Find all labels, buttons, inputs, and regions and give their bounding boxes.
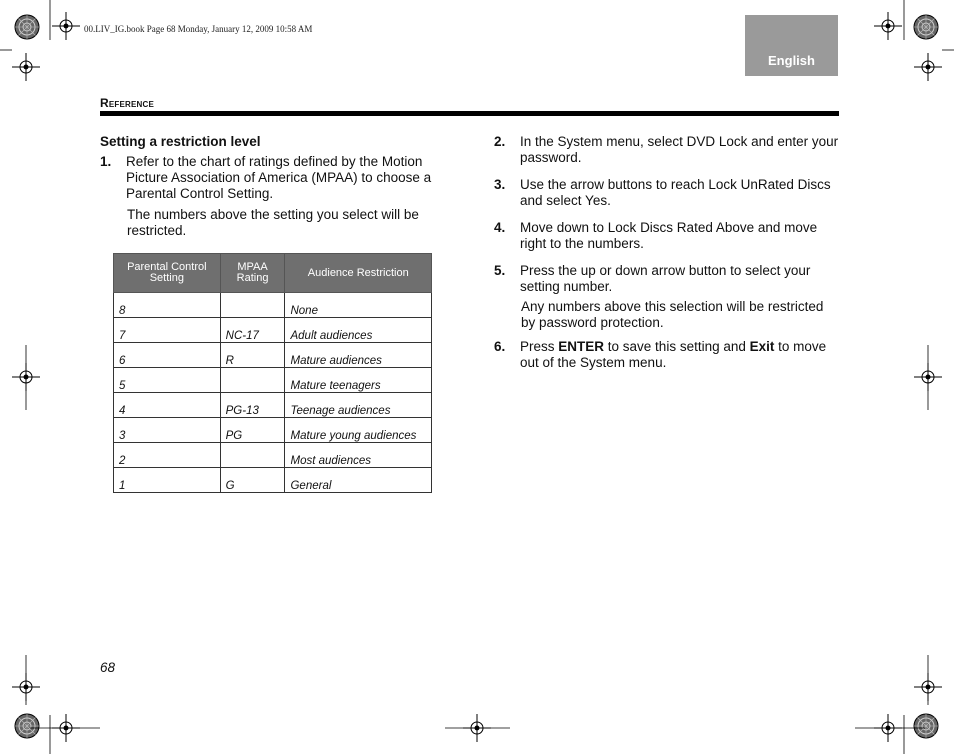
table-cell: 2 xyxy=(114,443,221,468)
table-row xyxy=(114,343,432,368)
step-6 xyxy=(494,339,839,371)
section-rule xyxy=(100,111,839,116)
registration-mark-icon xyxy=(12,363,40,391)
step-number: 3. xyxy=(494,177,506,192)
table-cell: 7 xyxy=(114,318,221,343)
step-text: Refer to the chart of ratings defined by the Motion Picture Association of America (MPAA) to choose a Parental Control Setting. xyxy=(126,154,432,201)
step-text: Use the arrow buttons to reach Lock UnRated Discs and select Yes. xyxy=(520,177,831,208)
step-number: 1. xyxy=(100,154,112,169)
table-cell: 3 xyxy=(114,418,221,443)
table-cell xyxy=(220,293,285,318)
left-column xyxy=(100,134,450,253)
registration-mark-icon xyxy=(914,53,942,81)
rosette-mark-icon xyxy=(15,15,39,39)
table-row xyxy=(114,443,432,468)
ratings-table xyxy=(113,253,432,493)
table-row xyxy=(114,468,432,493)
table-cell: Mature teenagers xyxy=(285,368,432,393)
table-cell: 8 xyxy=(114,293,221,318)
step-5 xyxy=(494,263,839,295)
registration-mark-icon xyxy=(12,53,40,81)
section-title: Reference xyxy=(100,96,155,110)
table-cell: 4 xyxy=(114,393,221,418)
step-text: Press the up or down arrow button to select your setting number. xyxy=(520,263,811,294)
table-cell xyxy=(220,368,285,393)
table-row xyxy=(114,293,432,318)
rosette-mark-icon xyxy=(15,714,39,738)
table-cell: 1 xyxy=(114,468,221,493)
registration-mark-icon xyxy=(914,363,942,391)
step-3 xyxy=(494,177,839,209)
table-cell xyxy=(220,443,285,468)
table-header: Parental Control Setting xyxy=(114,254,221,293)
print-info: 00.LIV_IG.book Page 68 Monday, January 12, 2009 10:58 AM xyxy=(84,24,313,34)
table-cell: General xyxy=(285,468,432,493)
step-note: Any numbers above this selection will be restricted by password protection. xyxy=(521,299,824,330)
table-cell: Teenage audiences xyxy=(285,393,432,418)
step-number: 6. xyxy=(494,339,506,354)
step-text: Move down to Lock Discs Rated Above and move right to the numbers. xyxy=(520,220,818,251)
table-cell: Adult audiences xyxy=(285,318,432,343)
registration-mark-icon xyxy=(52,714,80,742)
table-header-row xyxy=(114,254,432,293)
step-text: In the System menu, select DVD Lock and enter your password. xyxy=(520,134,839,165)
rosette-mark-icon xyxy=(914,714,938,738)
step-note: The numbers above the setting you select will be restricted. xyxy=(127,207,419,238)
table-row xyxy=(114,318,432,343)
language-label: English xyxy=(768,53,815,68)
language-tab xyxy=(745,15,838,76)
table-cell: PG-13 xyxy=(220,393,285,418)
table-cell: Mature young audiences xyxy=(285,418,432,443)
table-cell: G xyxy=(220,468,285,493)
table-header: MPAA Rating xyxy=(220,254,285,293)
registration-mark-icon xyxy=(52,12,80,40)
key-exit: Exit xyxy=(749,339,775,354)
table-cell: 5 xyxy=(114,368,221,393)
subheading: Setting a restriction level xyxy=(100,134,261,149)
table-cell: 6 xyxy=(114,343,221,368)
step-number: 4. xyxy=(494,220,506,235)
table-cell: R xyxy=(220,343,285,368)
text-run: Press xyxy=(520,339,559,354)
step-text xyxy=(520,339,826,370)
step-4 xyxy=(494,220,839,252)
registration-mark-icon xyxy=(914,673,942,701)
step-number: 2. xyxy=(494,134,506,149)
table-cell: Most audiences xyxy=(285,443,432,468)
step-number: 5. xyxy=(494,263,506,278)
page-number: 68 xyxy=(100,660,116,675)
right-column xyxy=(494,134,839,382)
table-cell: NC-17 xyxy=(220,318,285,343)
text-run: to move out of the System menu. xyxy=(520,339,827,370)
registration-mark-icon xyxy=(12,673,40,701)
registration-mark-icon xyxy=(463,714,491,742)
table-row xyxy=(114,368,432,393)
text-run: to save this setting and xyxy=(604,339,750,354)
table-cell: Mature audiences xyxy=(285,343,432,368)
table-row xyxy=(114,418,432,443)
table-cell: PG xyxy=(220,418,285,443)
table-row xyxy=(114,393,432,418)
key-enter: ENTER xyxy=(558,339,605,354)
step-1 xyxy=(100,154,450,202)
step-2 xyxy=(494,134,839,166)
registration-mark-icon xyxy=(874,714,902,742)
rosette-mark-icon xyxy=(914,15,938,39)
registration-mark-icon xyxy=(874,12,902,40)
table-header: Audience Restriction xyxy=(285,254,432,293)
table-cell: None xyxy=(285,293,432,318)
